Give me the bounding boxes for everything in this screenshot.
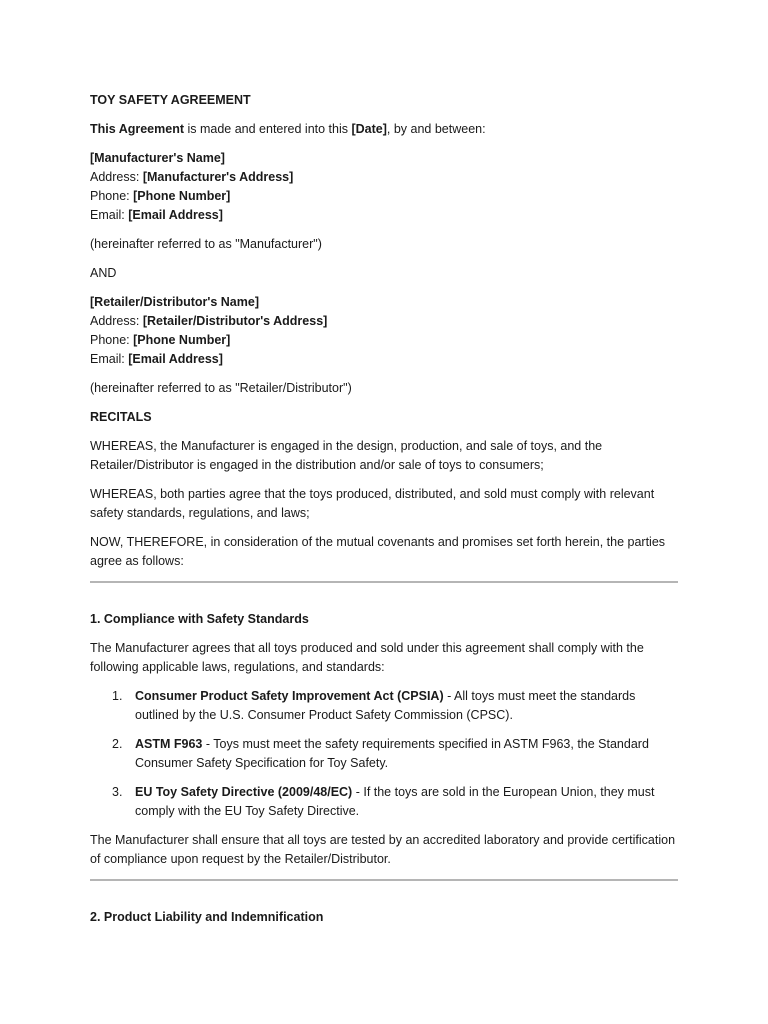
agreement-intro: [90, 120, 678, 139]
retailer-phone: [Phone Number]: [133, 333, 231, 347]
manufacturer-phone-line: [90, 187, 678, 206]
retailer-phone-line: [90, 331, 678, 350]
intro-text-2: , by and between:: [386, 122, 486, 136]
section-1-heading: 1. Compliance with Safety Standards: [90, 612, 309, 626]
manufacturer-address-line: [90, 168, 678, 187]
retailer-referred: (hereinafter referred to as "Retailer/Distributor"): [90, 381, 352, 395]
manufacturer-phone: [Phone Number]: [133, 189, 231, 203]
retailer-email: [Email Address]: [128, 352, 223, 366]
intro-text-1: is made and entered into this: [184, 122, 352, 136]
manufacturer-email-label: Email:: [90, 208, 129, 222]
recital-paragraph-2: WHEREAS, both parties agree that the toys produced, distributed, and sold must comply with relevant safety standards, regulations, and laws;: [90, 487, 655, 520]
section-2-heading: 2. Product Liability and Indemnification: [90, 910, 324, 924]
retailer-address-line: [90, 312, 678, 331]
intro-date: [Date]: [351, 122, 387, 136]
retailer-name: [Retailer/Distributor's Name]: [90, 295, 259, 309]
list-item-title: ASTM F963: [135, 737, 203, 751]
manufacturer-name: [Manufacturer's Name]: [90, 151, 225, 165]
retailer-email-label: Email:: [90, 352, 129, 366]
manufacturer-address: [Manufacturer's Address]: [142, 170, 294, 184]
section-1-intro: The Manufacturer agrees that all toys produced and sold under this agreement shall comply with the following applicable laws, regulations, and standards:: [90, 641, 644, 674]
manufacturer-address-label: Address:: [90, 170, 143, 184]
section-1-closing: The Manufacturer shall ensure that all toys are tested by an accredited laboratory and provide certification of compliance upon request by the Retailer/Distributor.: [90, 833, 676, 866]
and-text: AND: [90, 266, 117, 280]
list-item-text: - If the toys are sold in the European Union, they must comply with the EU Toy Safety Directive.: [135, 785, 655, 818]
manufacturer-email-line: [90, 206, 678, 225]
recital-paragraph-3: NOW, THEREFORE, in consideration of the mutual covenants and promises set forth herein, the parties agree as follows:: [90, 535, 666, 568]
recitals-heading: RECITALS: [90, 410, 152, 424]
list-item-title: Consumer Product Safety Improvement Act (CPSIA): [135, 689, 444, 703]
list-item-number: 2.: [112, 737, 123, 751]
list-item: [90, 783, 678, 821]
standards-list: [90, 687, 678, 821]
intro-bold-lead: This Agreement: [90, 122, 185, 136]
manufacturer-phone-label: Phone:: [90, 189, 134, 203]
document-title: TOY SAFETY AGREEMENT: [90, 93, 251, 107]
section-divider: [90, 581, 678, 583]
list-item-text: - Toys must meet the safety requirements specified in ASTM F963, the Standard Consumer Safety Specification for Toy Safety.: [135, 737, 649, 770]
retailer-block: [90, 293, 678, 369]
list-item-number: 1.: [112, 689, 123, 703]
manufacturer-referred: (hereinafter referred to as "Manufacturer"): [90, 237, 322, 251]
manufacturer-email: [Email Address]: [128, 208, 223, 222]
manufacturer-block: [90, 149, 678, 225]
list-item-text: - All toys must meet the standards outlined by the U.S. Consumer Product Safety Commission (CPSC).: [135, 689, 636, 722]
list-item-title: EU Toy Safety Directive (2009/48/EC): [135, 785, 353, 799]
list-item: [90, 687, 678, 725]
recital-paragraph-1: WHEREAS, the Manufacturer is engaged in the design, production, and sale of toys, and the Retailer/Distributor is engaged in the distribution and/or sale of toys to consumers;: [90, 439, 603, 472]
list-item-number: 3.: [112, 785, 123, 799]
retailer-address-label: Address:: [90, 314, 143, 328]
section-divider: [90, 879, 678, 881]
retailer-address: [Retailer/Distributor's Address]: [142, 314, 328, 328]
retailer-phone-label: Phone:: [90, 333, 134, 347]
list-item: [90, 735, 678, 773]
retailer-email-line: [90, 350, 678, 369]
